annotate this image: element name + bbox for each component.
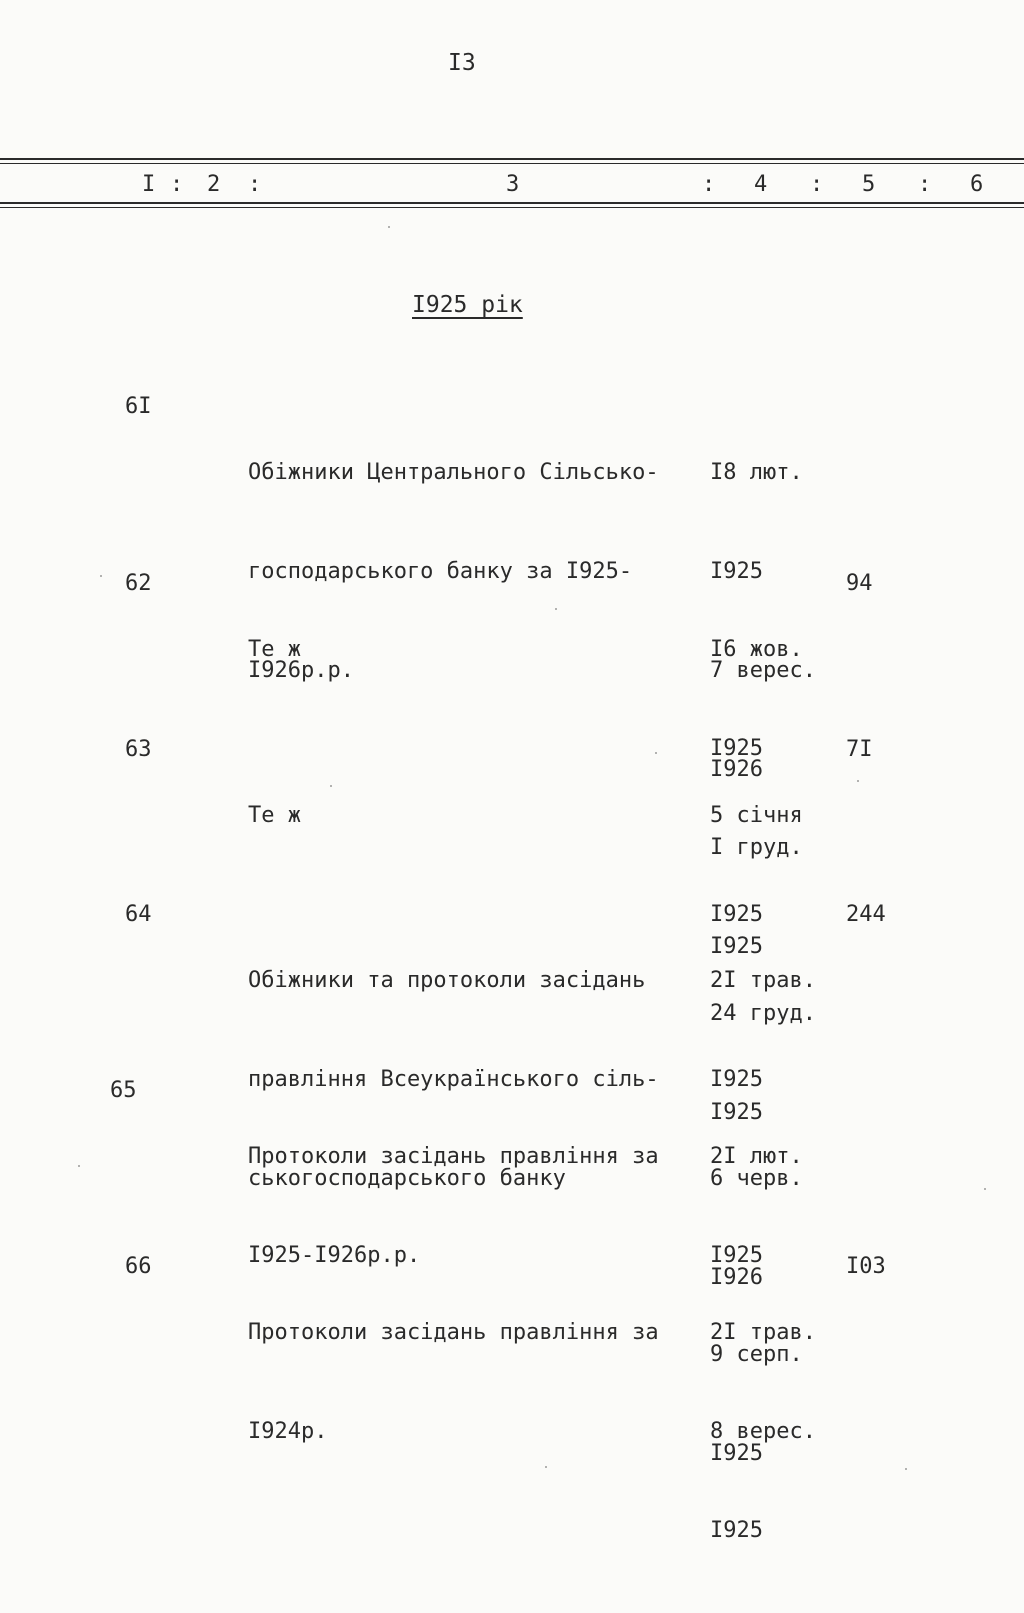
column-header-4: 4 <box>754 172 768 197</box>
header-rule-bottom-thin <box>0 207 1024 208</box>
column-header-separator: : <box>810 172 824 197</box>
entry-sheets: 244 <box>846 902 886 927</box>
column-header-separator: : <box>918 172 932 197</box>
entry-number: 6I <box>125 394 152 419</box>
entry-title <box>248 1250 659 1514</box>
title-line: ськогосподарського банку <box>248 1166 566 1191</box>
date-line: I925 <box>710 1067 763 1092</box>
date-line: 24 груд. <box>710 1001 816 1026</box>
date-line: 6 черв. <box>710 1166 803 1191</box>
date-line: 8 верес. <box>710 1419 816 1444</box>
scan-speck <box>984 1188 986 1190</box>
title-line: I925-I926р.р. <box>248 1243 421 1268</box>
entry-title <box>248 733 327 898</box>
column-header-separator: : <box>170 172 184 197</box>
scan-speck <box>545 1466 547 1468</box>
date-line: 2I трав. <box>710 1320 816 1345</box>
scan-speck <box>100 575 102 577</box>
column-header-separator: : <box>702 172 716 197</box>
date-line: I925 <box>710 1243 763 1268</box>
column-header-6: 6 <box>970 172 984 197</box>
title-line: правління Всеукраїнського сіль- <box>248 1067 659 1092</box>
title-line: I924р. <box>248 1419 328 1444</box>
date-line: 9 серп. <box>710 1342 803 1367</box>
date-line: 5 січня <box>710 803 803 828</box>
date-line: I925 <box>710 1441 763 1466</box>
title-line: Те ж <box>248 637 301 662</box>
date-line: I925 <box>710 1518 763 1543</box>
entry-number: 64 <box>125 902 152 927</box>
date-line: I8 лют. <box>710 460 803 485</box>
date-line: I925 <box>710 559 763 584</box>
entry-sheets: I03 <box>846 1254 886 1279</box>
header-rule-top-thin <box>0 163 1024 164</box>
title-line: I926р.р. <box>248 658 354 683</box>
column-header-1: I <box>142 172 156 197</box>
entry-number: 62 <box>125 571 152 596</box>
date-line: I6 жов. <box>710 637 803 662</box>
entry-number: 63 <box>125 737 152 762</box>
title-line: Обіжники та протоколи засідань <box>248 968 646 993</box>
date-line: 2I трав. <box>710 968 816 993</box>
scan-speck <box>857 780 859 782</box>
entry-title <box>248 567 327 732</box>
section-heading: I925 рік <box>412 292 523 318</box>
scan-speck <box>330 785 332 787</box>
entry-sheets: 94 <box>846 571 873 596</box>
scan-speck <box>555 608 557 610</box>
title-line: Обіжники Центрального Сільсько- <box>248 460 659 485</box>
entry-number: 66 <box>125 1254 152 1279</box>
title-line: господарського банку за I925- <box>248 559 633 584</box>
entry-sheets: 7I <box>846 737 873 762</box>
page-number: I3 <box>448 50 476 76</box>
scan-speck <box>388 226 390 228</box>
scan-speck <box>78 1165 80 1167</box>
header-rule-bottom <box>0 202 1024 204</box>
date-line: I925 <box>710 736 763 761</box>
scan-speck <box>905 1468 907 1470</box>
date-line: I926 <box>710 1265 763 1290</box>
date-line: 2I лют. <box>710 1144 803 1169</box>
scan-speck <box>655 752 657 754</box>
date-line: I926 <box>710 757 763 782</box>
title-line: Те ж <box>248 803 301 828</box>
entry-dates <box>710 1250 816 1613</box>
date-line: I925 <box>710 1100 763 1125</box>
date-line: 7 верес. <box>710 658 816 683</box>
title-line: Протоколи засідань правління за <box>248 1144 659 1169</box>
title-line: Протоколи засідань правління за <box>248 1320 659 1345</box>
entry-number: 65 <box>110 1078 137 1103</box>
date-line: I925 <box>710 902 763 927</box>
date-line: I925 <box>710 934 763 959</box>
date-line: I груд. <box>710 835 803 860</box>
column-header-2: 2 <box>207 172 221 197</box>
column-header-separator: : <box>248 172 262 197</box>
header-rule-top <box>0 158 1024 160</box>
column-header-3: 3 <box>506 172 520 197</box>
column-header-5: 5 <box>862 172 876 197</box>
